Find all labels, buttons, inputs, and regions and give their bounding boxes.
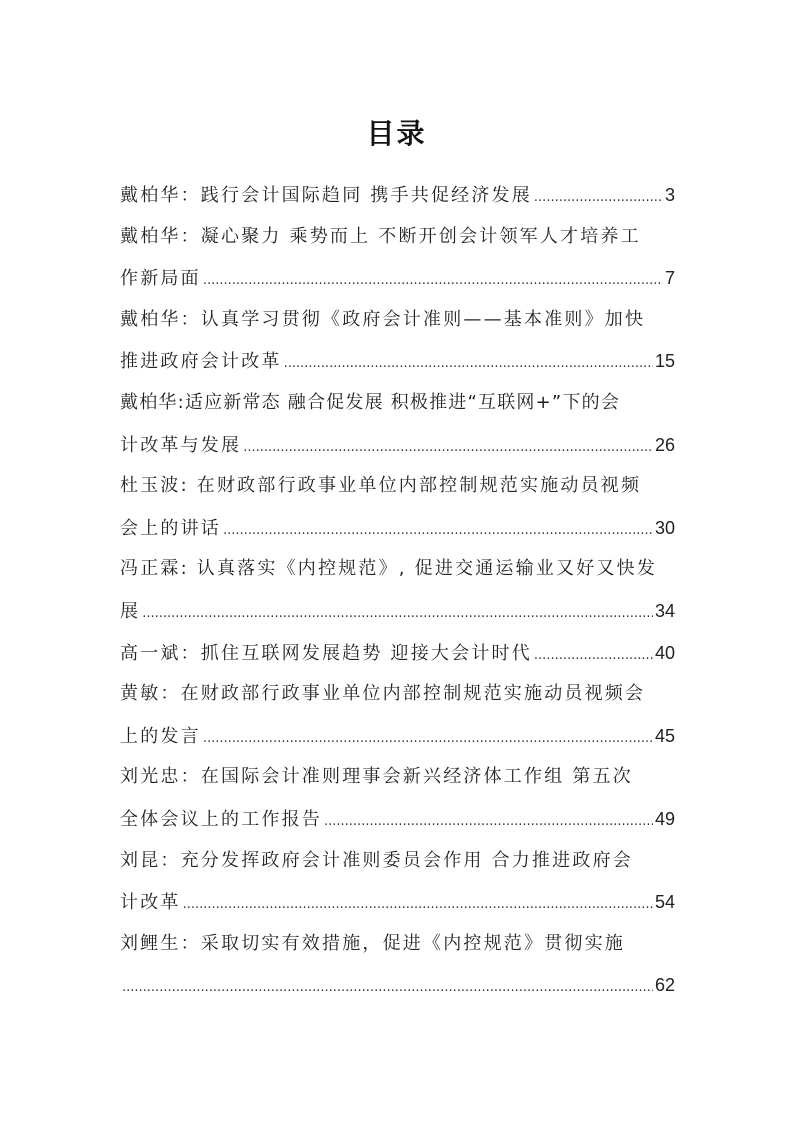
toc-line bbox=[120, 968, 675, 1010]
toc-line bbox=[120, 844, 675, 886]
toc-entry-title-cont: 作新局面 bbox=[120, 268, 201, 290]
dot-leader bbox=[183, 888, 653, 922]
toc-entry[interactable] bbox=[120, 552, 675, 635]
toc-entry-title: 戴柏华：践行会计国际趋同 携手共促经济发展 bbox=[120, 185, 532, 206]
toc-entry[interactable] bbox=[120, 636, 675, 678]
dot-leader bbox=[243, 431, 653, 465]
dot-leader bbox=[142, 597, 653, 631]
toc-line bbox=[120, 636, 675, 678]
toc-page-number: 3 bbox=[664, 185, 675, 205]
toc-entry[interactable] bbox=[120, 386, 675, 469]
toc-line bbox=[120, 677, 675, 719]
dot-leader bbox=[203, 722, 653, 756]
toc-line bbox=[120, 469, 675, 511]
toc-entry-title-cont: 计改革 bbox=[120, 892, 181, 914]
toc-entry[interactable] bbox=[120, 469, 675, 552]
toc-line bbox=[120, 428, 675, 470]
toc-entry-title: 杜玉波: 在财政部行政事业单位内部控制规范实施动员视频 bbox=[120, 475, 642, 497]
toc-entry-title-cont: 全体会议上的工作报告 bbox=[120, 808, 322, 830]
toc-entry[interactable] bbox=[120, 760, 675, 843]
dot-leader bbox=[203, 264, 663, 298]
toc-page-number: 26 bbox=[654, 434, 675, 455]
toc-entry-title: 刘光忠：在国际会计准则理事会新兴经济体工作组 第五次 bbox=[120, 766, 633, 788]
toc-line bbox=[120, 386, 675, 428]
toc-page-number: 15 bbox=[654, 351, 675, 372]
page-title: 目录 bbox=[366, 117, 427, 150]
toc-entry-title: 戴柏华：认真学习贯彻《政府会计准则——基本准则》加快 bbox=[120, 308, 646, 330]
toc-page-number: 7 bbox=[664, 268, 675, 289]
dot-leader bbox=[122, 971, 653, 1005]
toc-entry-title: 高一斌：抓住互联网发展趋势 迎接大会计时代 bbox=[120, 642, 532, 664]
toc-line bbox=[120, 885, 675, 927]
toc-line bbox=[120, 220, 675, 262]
toc-entry-title: 黄敏：在财政部行政事业单位内部控制规范实施动员视频会 bbox=[120, 683, 646, 705]
toc-entry[interactable] bbox=[120, 677, 675, 760]
toc-page-number: 45 bbox=[654, 725, 675, 746]
toc-page-number: 30 bbox=[654, 517, 675, 538]
toc-line bbox=[120, 344, 675, 386]
toc-page-number: 62 bbox=[654, 975, 675, 996]
toc-page-number: 54 bbox=[654, 892, 675, 913]
toc-line bbox=[120, 719, 675, 761]
toc-line bbox=[120, 261, 675, 303]
toc-line bbox=[120, 802, 675, 844]
dot-leader bbox=[534, 639, 653, 673]
toc-page-number: 40 bbox=[654, 642, 675, 663]
toc-line bbox=[120, 760, 675, 802]
toc-entry-title-cont: 会上的讲话 bbox=[120, 517, 221, 539]
toc-entry-title: 戴柏华：凝心聚力 乘势而上 不断开创会计领军人才培养工 bbox=[120, 225, 641, 247]
toc-entry-title-cont: 推进政府会计改革 bbox=[120, 351, 282, 373]
toc-page-number: 49 bbox=[654, 808, 675, 829]
toc-entry[interactable] bbox=[120, 844, 675, 927]
table-of-contents bbox=[120, 178, 675, 1010]
dot-leader bbox=[284, 347, 653, 381]
toc-line bbox=[120, 303, 675, 345]
toc-entry[interactable] bbox=[120, 927, 675, 1010]
toc-entry-title-cont: 展 bbox=[120, 600, 141, 622]
dot-leader bbox=[223, 514, 653, 548]
dot-leader bbox=[534, 181, 663, 215]
toc-line bbox=[120, 178, 675, 220]
toc-entry-title: 戴柏华:适应新常态 融合促发展 积极推进“互联网+”下的会 bbox=[120, 391, 621, 413]
toc-page-number: 34 bbox=[654, 600, 675, 621]
toc-entry-title-cont: 计改革与发展 bbox=[120, 434, 242, 456]
dot-leader bbox=[324, 805, 653, 839]
toc-entry-title-cont: 上的发言 bbox=[120, 725, 201, 747]
toc-line bbox=[120, 552, 675, 594]
toc-entry-title: 刘鲤生：采取切实有效措施，促进《内控规范》贯彻实施 bbox=[120, 932, 625, 954]
toc-line bbox=[120, 594, 675, 636]
toc-line bbox=[120, 927, 675, 969]
toc-entry-title: 冯正霖: 认真落实《内控规范》, 促进交通运输业又好又快发 bbox=[120, 558, 658, 580]
toc-entry-title: 刘昆：充分发挥政府会计准则委员会作用 合力推进政府会 bbox=[120, 849, 633, 871]
toc-entry[interactable] bbox=[120, 303, 675, 386]
toc-entry[interactable] bbox=[120, 220, 675, 303]
toc-entry[interactable] bbox=[120, 178, 675, 220]
toc-line bbox=[120, 511, 675, 553]
